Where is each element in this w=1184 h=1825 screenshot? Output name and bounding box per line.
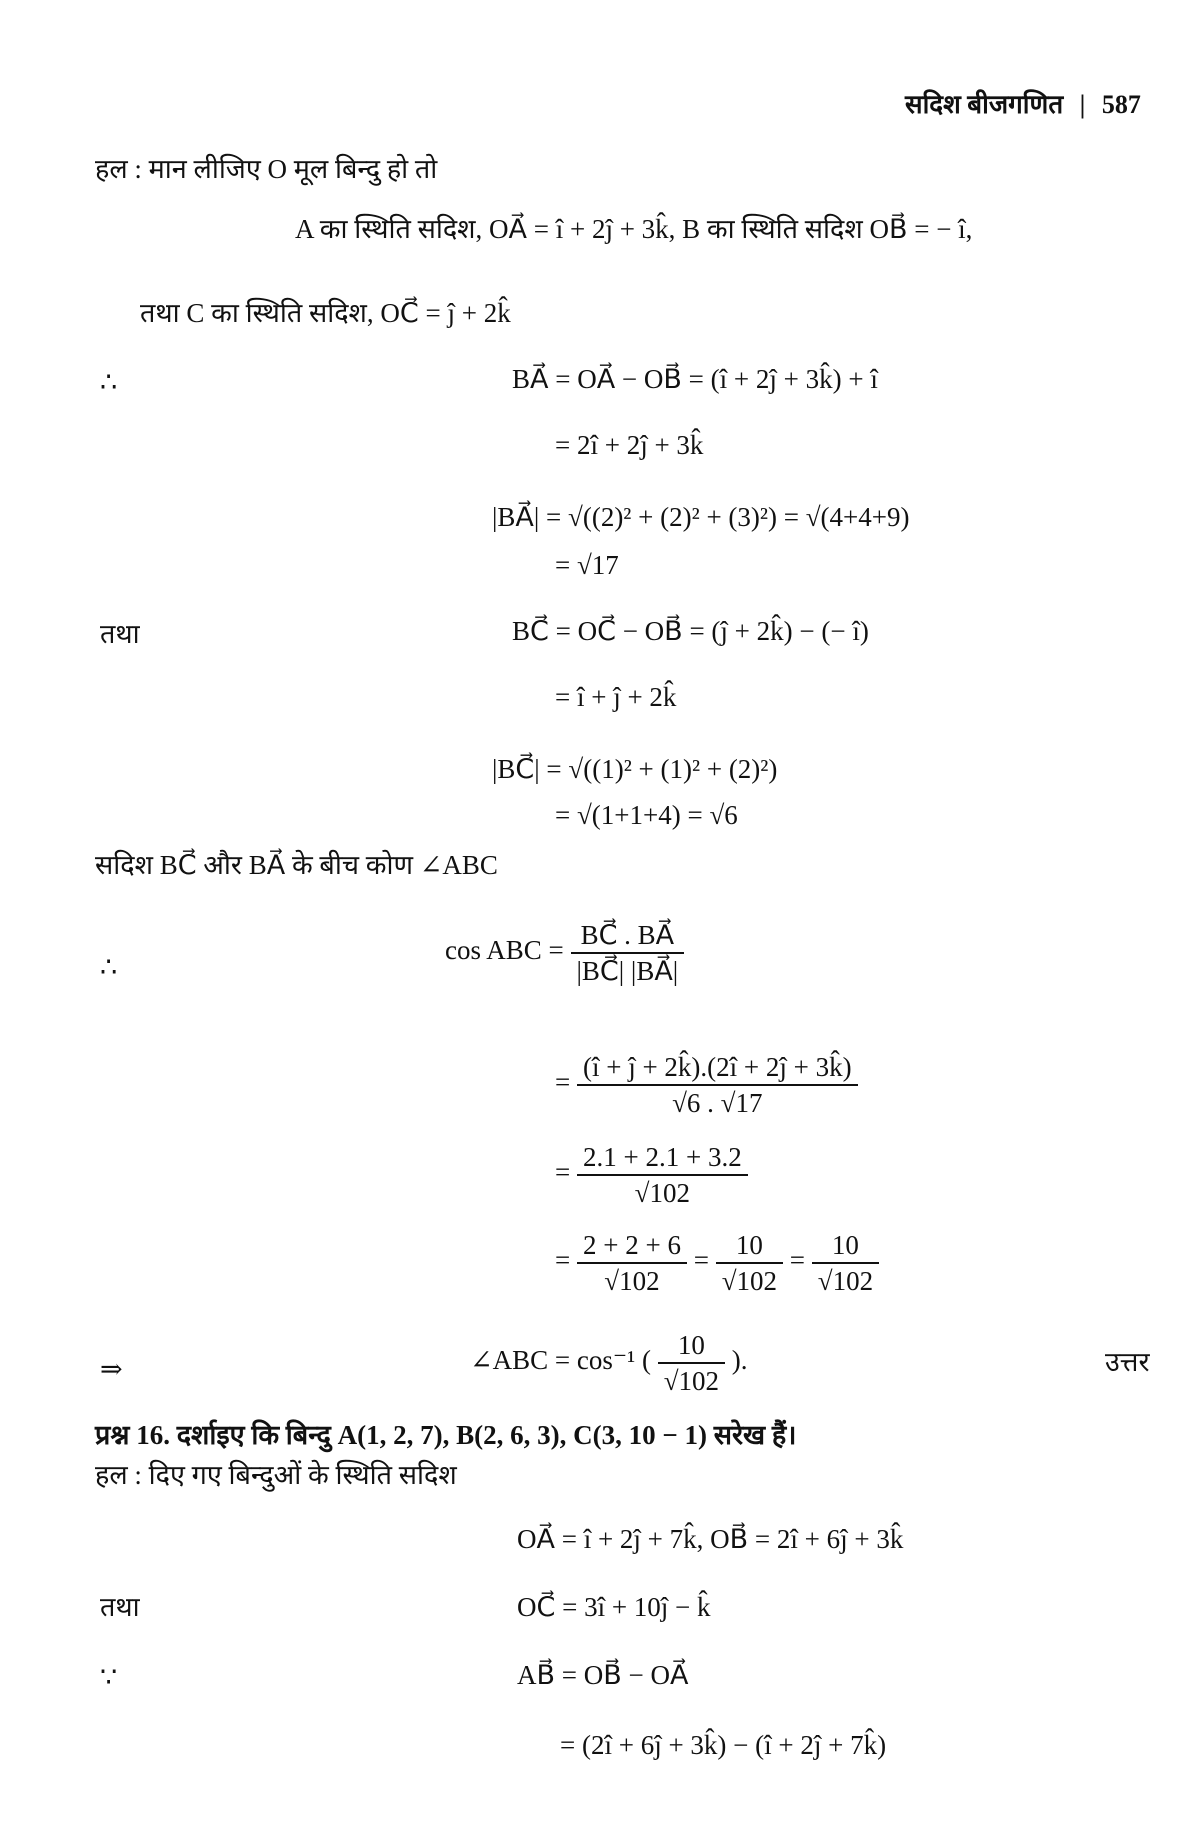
- denominator: √102: [721, 1266, 778, 1296]
- implies-symbol: ⇒: [100, 1354, 123, 1384]
- equation-ba-magnitude-result: = √17: [555, 550, 619, 580]
- equals-sign: =: [555, 1067, 571, 1098]
- equation-bc-simplified: = î + ĵ + 2k̂: [555, 682, 677, 712]
- equals-sign: =: [555, 1245, 571, 1276]
- final-angle: [470, 1328, 748, 1398]
- denominator: √102: [663, 1366, 720, 1396]
- therefore-symbol: ∴: [100, 367, 118, 397]
- solution-intro: हल : मान लीजिए O मूल बिन्दु हो तो: [95, 154, 438, 184]
- equals-sign: =: [693, 1245, 709, 1276]
- fraction: [571, 918, 685, 988]
- final-lhs: ∠ABC = cos⁻¹ (: [470, 1345, 651, 1376]
- equals-sign: =: [789, 1245, 805, 1276]
- numerator: 10: [716, 1228, 783, 1264]
- equation-oa-ob: OA⃗ = î + 2ĵ + 7k̂, OB⃗ = 2î + 6ĵ + 3k̂: [517, 1524, 904, 1554]
- fraction: [716, 1228, 783, 1298]
- position-vectors-ab: A का स्थिति सदिश, OA⃗ = î + 2ĵ + 3k̂, B का स्थिति सदिश OB⃗ = − î,: [295, 214, 973, 244]
- denominator: |BC⃗| |BA⃗|: [576, 956, 679, 986]
- equation-ab: AB⃗ = OB⃗ − OA⃗: [517, 1660, 689, 1690]
- angle-statement: सदिश BC⃗ और BA⃗ के बीच कोण ∠ABC: [95, 850, 498, 880]
- equation-bc: BC⃗ = OC⃗ − OB⃗ = (ĵ + 2k̂) − (− î): [512, 616, 869, 646]
- numerator: 2 + 2 + 6: [577, 1228, 687, 1264]
- equation-ba-simplified: = 2î + 2ĵ + 3k̂: [555, 430, 704, 460]
- cos-formula: [445, 918, 684, 988]
- because-symbol: ∵: [100, 1662, 118, 1692]
- fraction: [812, 1228, 879, 1298]
- final-rhs: ).: [731, 1345, 748, 1376]
- answer-label: उत्तर: [1105, 1347, 1150, 1377]
- numerator: 2.1 + 2.1 + 3.2: [577, 1140, 748, 1176]
- equation-bc-magnitude: |BC⃗| = √((1)² + (1)² + (2)²): [492, 754, 778, 784]
- cos-step-substitution: [555, 1050, 858, 1120]
- position-vector-c: तथा C का स्थिति सदिश, OC⃗ = ĵ + 2k̂: [140, 298, 511, 328]
- numerator: BC⃗ . BA⃗: [571, 918, 685, 954]
- header-title: सदिश बीजगणित: [905, 90, 1064, 119]
- header-separator: |: [1079, 90, 1086, 119]
- equation-oc: OC⃗ = 3î + 10ĵ − k̂: [517, 1592, 711, 1622]
- cos-lhs: cos ABC =: [445, 935, 564, 966]
- page-number: 587: [1101, 90, 1141, 119]
- denominator: √102: [634, 1178, 690, 1208]
- numerator: (î + ĵ + 2k̂).(2î + 2ĵ + 3k̂): [577, 1050, 858, 1086]
- equation-bc-magnitude-result: = √(1+1+4) = √6: [555, 800, 738, 830]
- fraction: [658, 1328, 725, 1398]
- fraction: [577, 1228, 687, 1298]
- denominator: √102: [604, 1266, 660, 1296]
- page-header: [905, 88, 1141, 122]
- equals-sign: =: [555, 1157, 571, 1188]
- denominator: √102: [817, 1266, 874, 1296]
- cos-step-dot-product: [555, 1140, 748, 1210]
- cos-step-result: [555, 1228, 879, 1298]
- equation-ab-expanded: = (2î + 6ĵ + 3k̂) − (î + 2ĵ + 7k̂): [560, 1730, 887, 1760]
- numerator: 10: [812, 1228, 879, 1264]
- fraction: [577, 1140, 748, 1210]
- fraction: [577, 1050, 858, 1120]
- equation-ba-magnitude: |BA⃗| = √((2)² + (2)² + (3)²) = √(4+4+9): [492, 502, 910, 532]
- question-16: प्रश्न 16. दर्शाइए कि बिन्दु A(1, 2, 7), B(2, 6, 3), C(3, 10 − 1) सरेख हैं।: [95, 1420, 797, 1450]
- equation-ba: BA⃗ = OA⃗ − OB⃗ = (î + 2ĵ + 3k̂) + î: [512, 364, 878, 394]
- solution-16-intro: हल : दिए गए बिन्दुओं के स्थिति सदिश: [95, 1460, 457, 1490]
- conjunction-tatha: तथा: [100, 619, 140, 649]
- denominator: √6 . √17: [672, 1088, 763, 1118]
- conjunction-tatha: तथा: [100, 1592, 140, 1622]
- numerator: 10: [658, 1328, 725, 1364]
- therefore-symbol: ∴: [100, 952, 118, 982]
